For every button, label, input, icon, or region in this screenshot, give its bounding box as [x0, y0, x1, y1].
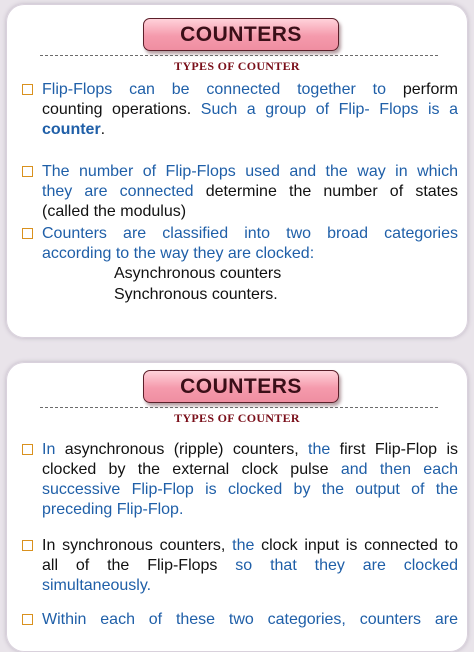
counter-type-synchronous: Synchronous counters.	[114, 286, 278, 303]
square-bullet-icon	[22, 84, 33, 95]
square-bullet-icon	[22, 444, 33, 455]
bullet-text: counting operations.	[42, 101, 192, 118]
bullet-text: and then each	[328, 461, 458, 478]
bullet-text: Counters are classified into two broad categories	[42, 225, 458, 242]
bullet-text: all of the Flip-Flops	[42, 557, 218, 574]
bullet-2	[42, 536, 458, 596]
bullet-keyword: counter	[42, 121, 101, 138]
slide-subtitle: TYPES OF COUNTER	[174, 59, 300, 73]
bullet-text: successive Flip-Flop is clocked by the output of the	[42, 481, 458, 498]
bullet-text: perform	[386, 81, 458, 98]
bullet-text: In synchronous counters,	[42, 537, 226, 554]
bullet-text: The number of Flip-Flops used and the way in which	[42, 163, 458, 180]
slide-subtitle: TYPES OF COUNTER	[174, 411, 300, 425]
slide-1	[6, 4, 468, 338]
bullet-2	[42, 162, 458, 222]
bullet-text: preceding Flip-Flop.	[42, 501, 184, 518]
bullet-text: first Flip-Flop is	[330, 441, 458, 458]
bullet-text: the	[225, 537, 255, 554]
square-bullet-icon	[22, 614, 33, 625]
bullet-text: determine the number of states	[193, 183, 459, 200]
slide-2	[6, 362, 468, 652]
bullet-text: In	[42, 441, 56, 458]
title-divider	[40, 407, 438, 408]
bullet-text: simultaneously.	[42, 577, 152, 594]
bullet-text: clocked by the external clock pulse	[42, 461, 329, 478]
bullet-text: according to the way they are clocked:	[42, 245, 315, 262]
bullet-1	[42, 440, 458, 520]
bullet-text: clock input is connected to	[254, 537, 459, 554]
bullet-text: Flip-Flops can be connected together to	[42, 81, 387, 98]
bullet-text: (called the modulus)	[42, 203, 187, 220]
square-bullet-icon	[22, 228, 33, 239]
bullet-text: Such a group of Flip- Flops is a	[191, 101, 458, 118]
bullet-1	[42, 80, 458, 140]
slide-title: COUNTERS	[143, 370, 339, 403]
bullet-text: .	[100, 121, 106, 138]
bullet-text: Within each of these two categories, counters are	[42, 611, 458, 628]
bullet-text: so that they are clocked	[217, 557, 458, 574]
square-bullet-icon	[22, 166, 33, 177]
bullet-text: the	[298, 441, 331, 458]
counter-type-asynchronous: Asynchronous counters	[114, 265, 282, 282]
square-bullet-icon	[22, 540, 33, 551]
slide-title: COUNTERS	[143, 18, 339, 51]
bullet-3	[42, 224, 458, 264]
bullet-text: asynchronous (ripple) counters,	[55, 441, 299, 458]
bullet-text: they are connected	[42, 183, 194, 200]
bullet-3	[42, 610, 458, 630]
title-divider	[40, 55, 438, 56]
